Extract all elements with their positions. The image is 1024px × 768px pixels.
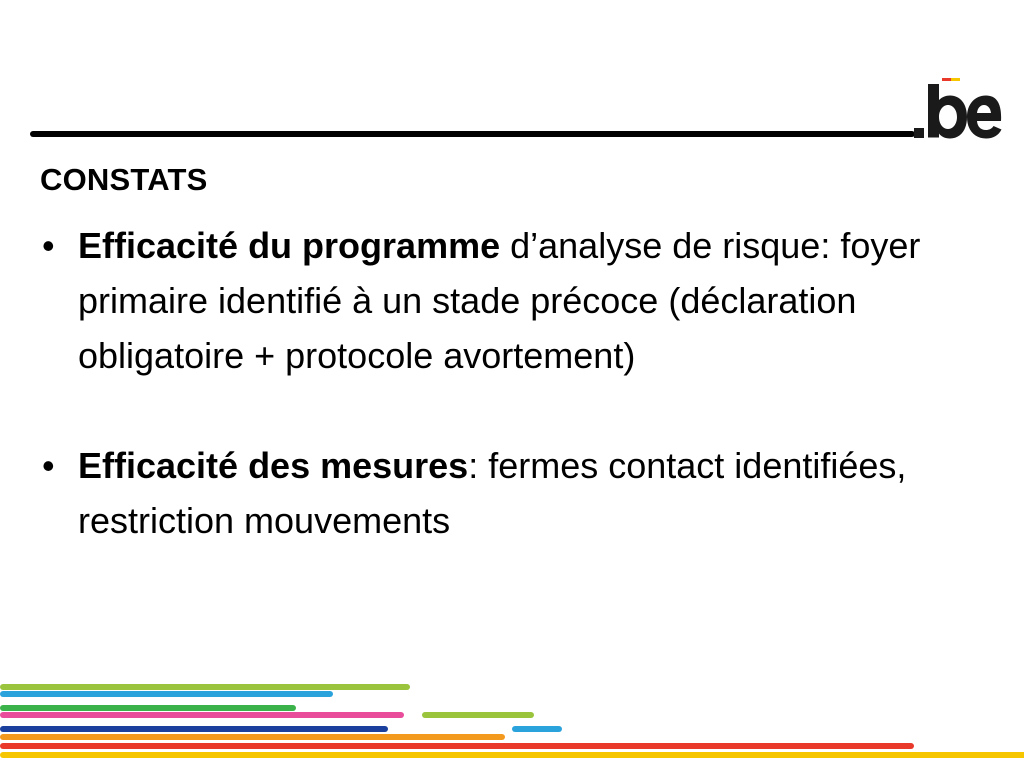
- list-item: [40, 438, 960, 548]
- footer-stripe: [0, 691, 333, 697]
- footer-stripe: [512, 726, 562, 732]
- header-rule: [30, 131, 915, 137]
- bullet-dot-icon: •: [42, 445, 55, 486]
- bullet-list: [40, 218, 960, 548]
- bullet-dot-icon: •: [42, 225, 55, 266]
- footer-stripes: [0, 676, 1024, 768]
- list-item: [40, 218, 960, 383]
- footer-stripe: [0, 743, 914, 749]
- footer-stripe: [0, 712, 404, 718]
- bullet-strong-text: Efficacité des mesures: [78, 445, 469, 486]
- footer-stripe: [0, 734, 505, 740]
- footer-stripe: [0, 752, 1024, 758]
- be-logo: [912, 76, 1002, 146]
- bullet-text: d’analyse de risque: foyer primaire identifié à un stade précoce (déclaration obligatoire + protocole avortement): [78, 225, 921, 376]
- footer-stripe: [422, 712, 534, 718]
- footer-stripe: [0, 726, 388, 732]
- footer-stripe: [0, 705, 296, 711]
- bullet-strong-text: Efficacité du programme: [78, 225, 501, 266]
- section-heading: CONSTATS: [40, 162, 208, 197]
- bullet-text: : fermes contact identifiées, restriction mouvements: [78, 445, 907, 541]
- be-logo-icon: [912, 76, 1002, 146]
- footer-stripe: [0, 684, 410, 690]
